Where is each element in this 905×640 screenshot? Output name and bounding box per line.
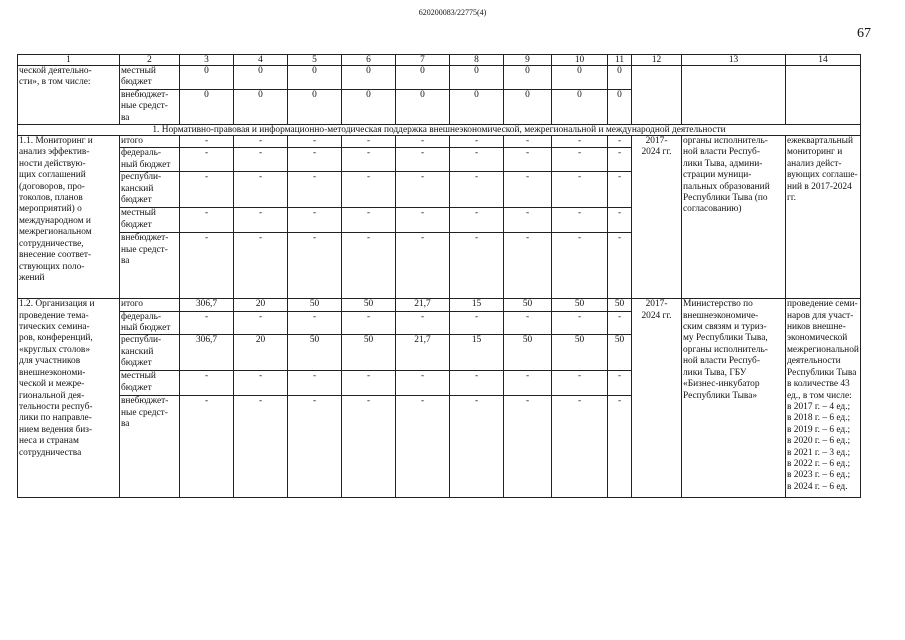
value-cell: - [504, 311, 552, 335]
value-cell: - [288, 396, 342, 498]
value-cell: 0 [504, 89, 552, 124]
value-cell: 0 [608, 66, 632, 90]
value-cell: - [608, 208, 632, 233]
value-cell: 50 [552, 335, 608, 371]
value-cell: 50 [288, 335, 342, 371]
value-cell: 0 [180, 89, 234, 124]
value-cell: - [552, 136, 608, 148]
value-cell: 0 [288, 89, 342, 124]
table-row [18, 299, 861, 311]
value-cell: - [288, 233, 342, 299]
value-cell: 0 [608, 89, 632, 124]
funding-source: итого [120, 136, 180, 148]
funding-source: республи- канский бюджет [120, 172, 180, 208]
value-cell: - [342, 396, 396, 498]
value-cell: - [180, 172, 234, 208]
value-cell: - [288, 172, 342, 208]
column-number-cell: 2 [120, 55, 180, 66]
value-cell: 0 [552, 66, 608, 90]
value-cell: - [180, 396, 234, 498]
value-cell: - [396, 136, 450, 148]
value-cell: - [342, 233, 396, 299]
value-cell: 0 [552, 89, 608, 124]
value-cell: - [450, 396, 504, 498]
value-cell: - [608, 371, 632, 396]
value-cell: - [450, 148, 504, 172]
funding-source: местный бюджет [120, 371, 180, 396]
value-cell: 306,7 [180, 335, 234, 371]
value-cell: - [234, 208, 288, 233]
column-number-cell: 13 [682, 55, 786, 66]
funding-source: внебюджет- ные средст- ва [120, 233, 180, 299]
value-cell: - [608, 396, 632, 498]
value-cell: - [450, 233, 504, 299]
period-cell: 2017- 2024 гг. [632, 299, 682, 498]
funding-source: внебюджет- ные средст- ва [120, 396, 180, 498]
value-cell: - [396, 371, 450, 396]
value-cell: - [288, 208, 342, 233]
value-cell: - [234, 311, 288, 335]
value-cell: - [342, 172, 396, 208]
value-cell: 0 [396, 66, 450, 90]
table-row [18, 136, 861, 148]
event-description: 1.1. Мониторинг и анализ эффектив- ности действую- щих соглашений (договоров, про- токолов, планов мероприятий) о международном и межрегиональном сотрудничестве, внесение соответ- ствующих поло- жений [18, 136, 120, 299]
value-cell: 0 [180, 66, 234, 90]
value-cell: 50 [608, 335, 632, 371]
value-cell: - [234, 396, 288, 498]
value-cell: - [234, 172, 288, 208]
value-cell: - [234, 233, 288, 299]
value-cell: 21,7 [396, 299, 450, 311]
value-cell: - [396, 208, 450, 233]
value-cell: - [450, 311, 504, 335]
column-number-cell: 7 [396, 55, 450, 66]
value-cell: - [396, 148, 450, 172]
value-cell: - [552, 233, 608, 299]
value-cell: - [396, 233, 450, 299]
value-cell: 15 [450, 299, 504, 311]
value-cell: - [396, 396, 450, 498]
value-cell: - [450, 136, 504, 148]
value-cell: 15 [450, 335, 504, 371]
value-cell: 50 [608, 299, 632, 311]
column-number-row [18, 55, 861, 66]
value-cell: - [504, 371, 552, 396]
value-cell: - [180, 311, 234, 335]
table-row [18, 66, 861, 90]
value-cell: - [504, 396, 552, 498]
column-number-cell: 12 [632, 55, 682, 66]
value-cell: 0 [450, 89, 504, 124]
value-cell: 50 [342, 335, 396, 371]
value-cell: 0 [234, 89, 288, 124]
value-cell: 50 [288, 299, 342, 311]
funding-source: федераль- ный бюджет [120, 148, 180, 172]
value-cell: - [342, 311, 396, 335]
value-cell: - [552, 311, 608, 335]
column-number-cell: 4 [234, 55, 288, 66]
value-cell: - [608, 172, 632, 208]
value-cell: - [504, 208, 552, 233]
value-cell: - [396, 311, 450, 335]
value-cell: - [552, 208, 608, 233]
value-cell: - [234, 136, 288, 148]
value-cell: - [396, 172, 450, 208]
value-cell: - [608, 311, 632, 335]
executor-cell [682, 66, 786, 125]
value-cell: - [180, 208, 234, 233]
column-number-cell: 11 [608, 55, 632, 66]
value-cell: 0 [342, 66, 396, 90]
value-cell: - [342, 136, 396, 148]
value-cell: - [552, 172, 608, 208]
value-cell: 50 [552, 299, 608, 311]
value-cell: 0 [450, 66, 504, 90]
value-cell: - [342, 208, 396, 233]
document-number: 620200083/22775(4) [418, 8, 487, 17]
value-cell: - [504, 136, 552, 148]
value-cell: - [504, 233, 552, 299]
column-number-cell: 8 [450, 55, 504, 66]
period-cell: 2017- 2024 гг. [632, 136, 682, 299]
value-cell: - [342, 148, 396, 172]
funding-source: местный бюджет [120, 208, 180, 233]
value-cell: - [552, 396, 608, 498]
value-cell: 0 [288, 66, 342, 90]
value-cell: - [552, 148, 608, 172]
value-cell: 306,7 [180, 299, 234, 311]
page-number: 67 [857, 26, 871, 41]
value-cell: - [450, 208, 504, 233]
value-cell: 0 [504, 66, 552, 90]
value-cell: 50 [342, 299, 396, 311]
value-cell: - [552, 371, 608, 396]
column-number-cell: 9 [504, 55, 552, 66]
value-cell: - [608, 148, 632, 172]
period-cell [632, 66, 682, 125]
value-cell: - [180, 233, 234, 299]
value-cell: - [450, 172, 504, 208]
column-number-cell: 1 [18, 55, 120, 66]
value-cell: - [504, 148, 552, 172]
value-cell: 0 [396, 89, 450, 124]
value-cell: 0 [234, 66, 288, 90]
result-cell: ежеквартальный мониторинг и анализ дейст- вующих соглаше- ний в 2017-2024 гг. [786, 136, 861, 299]
value-cell: 50 [504, 299, 552, 311]
value-cell: 0 [342, 89, 396, 124]
value-cell: - [342, 371, 396, 396]
value-cell: 50 [504, 335, 552, 371]
funding-source: местный бюджет [120, 66, 180, 90]
event-description: 1.2. Организация и проведение тема- тических семина- ров, конференций, «круглых столов» для участников внешнеэкономи- ческой и межре- гиональной дея- тельности респуб- лики по направле- нием ведения биз- неса и странам сотрудничества [18, 299, 120, 498]
column-number-cell: 10 [552, 55, 608, 66]
funding-source: внебюджет- ные средст- ва [120, 89, 180, 124]
funding-source: итого [120, 299, 180, 311]
value-cell: - [234, 148, 288, 172]
column-number-cell: 5 [288, 55, 342, 66]
section-title: 1. Нормативно-правовая и информационно-методическая поддержка внешнеэкономической, межрегиональной и международной деятельности [18, 125, 861, 136]
executor-cell: органы исполнитель- ной власти Респуб- лики Тыва, админи- страции муници- пальных образований Республики Тыва (по согласованию) [682, 136, 786, 299]
section-row [18, 125, 861, 136]
funding-source: республи- канский бюджет [120, 335, 180, 371]
value-cell: 20 [234, 299, 288, 311]
executor-cell: Министерство по внешнеэкономиче- ским связям и туриз- му Республики Тыва, органы исполнитель- ной власти Респуб- лики Тыва, ГБУ «Бизнес-инкубатор Республики Тыва» [682, 299, 786, 498]
value-cell: - [234, 371, 288, 396]
event-description: ческой деятельно- сти», в том числе: [18, 66, 120, 125]
value-cell: 20 [234, 335, 288, 371]
value-cell: - [180, 148, 234, 172]
column-number-cell: 3 [180, 55, 234, 66]
value-cell: - [180, 136, 234, 148]
funding-source: федераль- ный бюджет [120, 311, 180, 335]
value-cell: - [288, 136, 342, 148]
result-cell: проведение семи- наров для участ- ников внешне- экономической межрегиональной деятельности Республики Тыва в количестве 43 ед., в том числе: в 2017 г. – 4 ед.; в 2018 г. – 6 ед.; в 2019 г. – 6 ед.; в 2020 г. – 6 ед.; в 2021 г. – 3 ед.; в 2022 г. – 6 ед.; в 2023 г. – 6 ед.; в 2024 г. – 6 ед. [786, 299, 861, 498]
value-cell: - [288, 311, 342, 335]
value-cell: - [288, 371, 342, 396]
value-cell: 21,7 [396, 335, 450, 371]
value-cell: - [504, 172, 552, 208]
program-table [17, 54, 861, 498]
result-cell [786, 66, 861, 125]
column-number-cell: 14 [786, 55, 861, 66]
value-cell: - [288, 148, 342, 172]
value-cell: - [608, 136, 632, 148]
column-number-cell: 6 [342, 55, 396, 66]
value-cell: - [450, 371, 504, 396]
value-cell: - [608, 233, 632, 299]
value-cell: - [180, 371, 234, 396]
